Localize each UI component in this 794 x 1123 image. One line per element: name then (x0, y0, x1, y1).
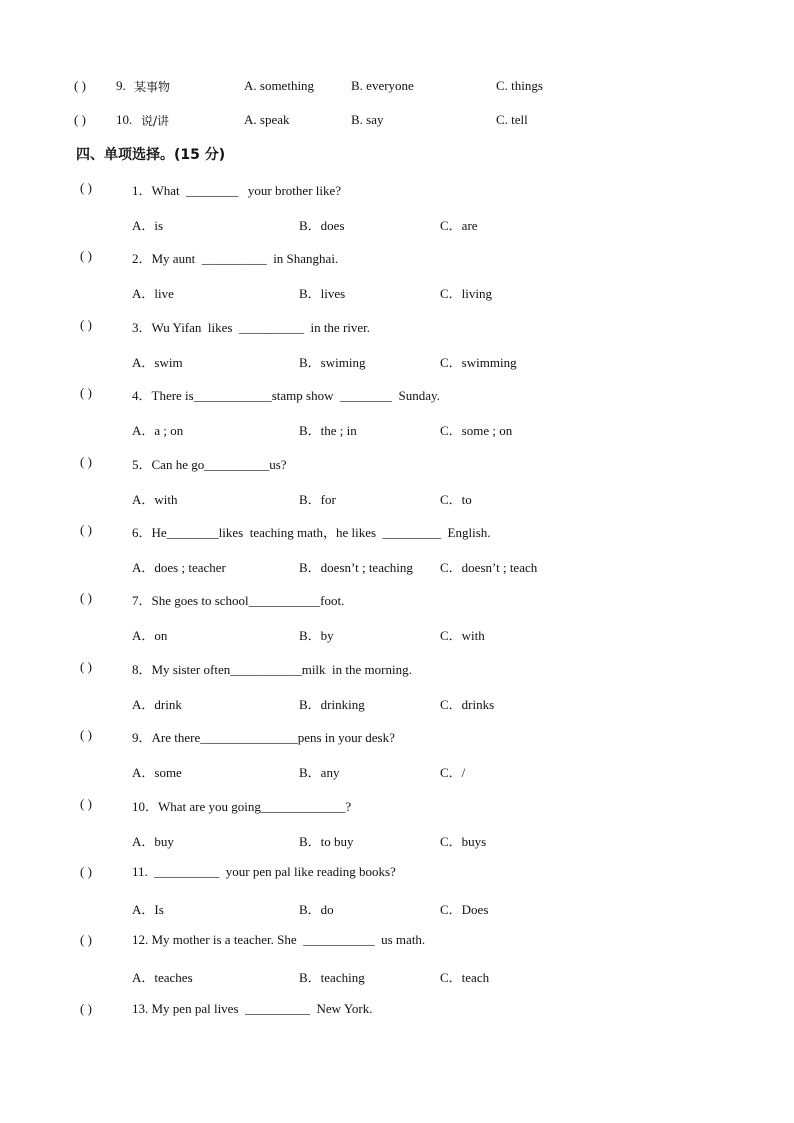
section-heading: 四、单项选择。(15 分) (76, 147, 226, 163)
option-b[interactable]: B．to buy (299, 834, 354, 849)
answer-blank[interactable]: ( ) (80, 932, 92, 947)
option-a[interactable]: A．Is (132, 902, 164, 917)
question-stem: 1．What ________ your brother like? (132, 183, 342, 198)
question-stem: 5．Can he go__________us? (132, 457, 287, 472)
option-b[interactable]: B．do (299, 902, 334, 917)
option-c[interactable]: C．some ; on (440, 423, 513, 438)
answer-blank[interactable]: ( ) (80, 522, 92, 537)
option-a[interactable]: A．with (132, 492, 178, 507)
option-b[interactable]: B．any (299, 765, 340, 780)
answer-blank[interactable]: ( ) (80, 248, 92, 263)
option-c[interactable]: C．Does (440, 902, 489, 917)
option-c[interactable]: C．buys (440, 834, 487, 849)
option-a[interactable]: A．some (132, 765, 182, 780)
option-b[interactable]: B．the ; in (299, 423, 357, 438)
answer-blank[interactable]: ( ) (80, 796, 92, 811)
answer-blank[interactable]: ( ) (80, 590, 92, 605)
answer-blank[interactable]: ( ) (80, 727, 92, 742)
answer-blank[interactable]: ( ) (80, 864, 92, 879)
question-stem: 3．Wu Yifan likes __________ in the river. (132, 320, 371, 335)
question-stem: 11. __________ your pen pal like reading books? (132, 864, 396, 879)
option-c[interactable]: C．/ (440, 765, 466, 780)
answer-blank[interactable]: ( ) (80, 454, 92, 469)
question-number: 10. (116, 112, 133, 127)
option-a[interactable]: A. speak (244, 112, 290, 127)
answer-blank[interactable]: ( ) (74, 78, 86, 93)
option-b[interactable]: B. everyone (351, 78, 414, 93)
question-chinese: 某事物 (134, 80, 171, 94)
option-a[interactable]: A．teaches (132, 970, 193, 985)
answer-blank[interactable]: ( ) (80, 659, 92, 674)
question-stem: 9．Are there_______________pens in your desk? (132, 730, 395, 745)
option-a[interactable]: A．swim (132, 355, 183, 370)
question-stem: 10．What are you going_____________? (132, 799, 352, 814)
option-b[interactable]: B．lives (299, 286, 346, 301)
option-c[interactable]: C. things (496, 78, 543, 93)
question-stem: 13. My pen pal lives __________ New York. (132, 1001, 373, 1016)
option-a[interactable]: A．drink (132, 697, 182, 712)
question-number: 9. (116, 78, 126, 93)
question-stem: 8．My sister often___________milk in the morning. (132, 662, 412, 677)
option-a[interactable]: A. something (244, 78, 315, 93)
option-a[interactable]: A．a ; on (132, 423, 184, 438)
option-c[interactable]: C．drinks (440, 697, 495, 712)
question-stem: 12. My mother is a teacher. She ___________ us math. (132, 932, 426, 947)
option-b[interactable]: B．for (299, 492, 336, 507)
option-c[interactable]: C．to (440, 492, 472, 507)
answer-blank[interactable]: ( ) (80, 385, 92, 400)
option-b[interactable]: B．by (299, 628, 334, 643)
option-b[interactable]: B．swiming (299, 355, 366, 370)
option-b[interactable]: B．doesn’t ; teaching (299, 560, 413, 575)
question-stem: 7．She goes to school___________foot. (132, 593, 345, 608)
option-b[interactable]: B．drinking (299, 697, 365, 712)
answer-blank[interactable]: ( ) (80, 1001, 92, 1016)
option-c[interactable]: C．are (440, 218, 478, 233)
option-b[interactable]: B. say (351, 112, 384, 127)
option-b[interactable]: B．teaching (299, 970, 365, 985)
option-a[interactable]: A．buy (132, 834, 174, 849)
question-stem: 4．There is____________stamp show ________ Sunday. (132, 388, 440, 403)
option-a[interactable]: A．does ; teacher (132, 560, 226, 575)
option-c[interactable]: C. tell (496, 112, 528, 127)
option-a[interactable]: A．is (132, 218, 164, 233)
option-a[interactable]: A．on (132, 628, 168, 643)
answer-blank[interactable]: ( ) (74, 112, 86, 127)
option-c[interactable]: C．with (440, 628, 485, 643)
option-a[interactable]: A．live (132, 286, 174, 301)
option-b[interactable]: B．does (299, 218, 345, 233)
option-c[interactable]: C．swimming (440, 355, 517, 370)
option-c[interactable]: C．living (440, 286, 493, 301)
answer-blank[interactable]: ( ) (80, 180, 92, 195)
question-stem: 6．He________likes teaching math，he likes _________ English. (132, 525, 491, 540)
option-c[interactable]: C．doesn’t ; teach (440, 560, 538, 575)
option-c[interactable]: C．teach (440, 970, 490, 985)
question-stem: 2．My aunt __________ in Shanghai. (132, 251, 339, 266)
question-chinese: 说/讲 (141, 114, 170, 128)
answer-blank[interactable]: ( ) (80, 317, 92, 332)
